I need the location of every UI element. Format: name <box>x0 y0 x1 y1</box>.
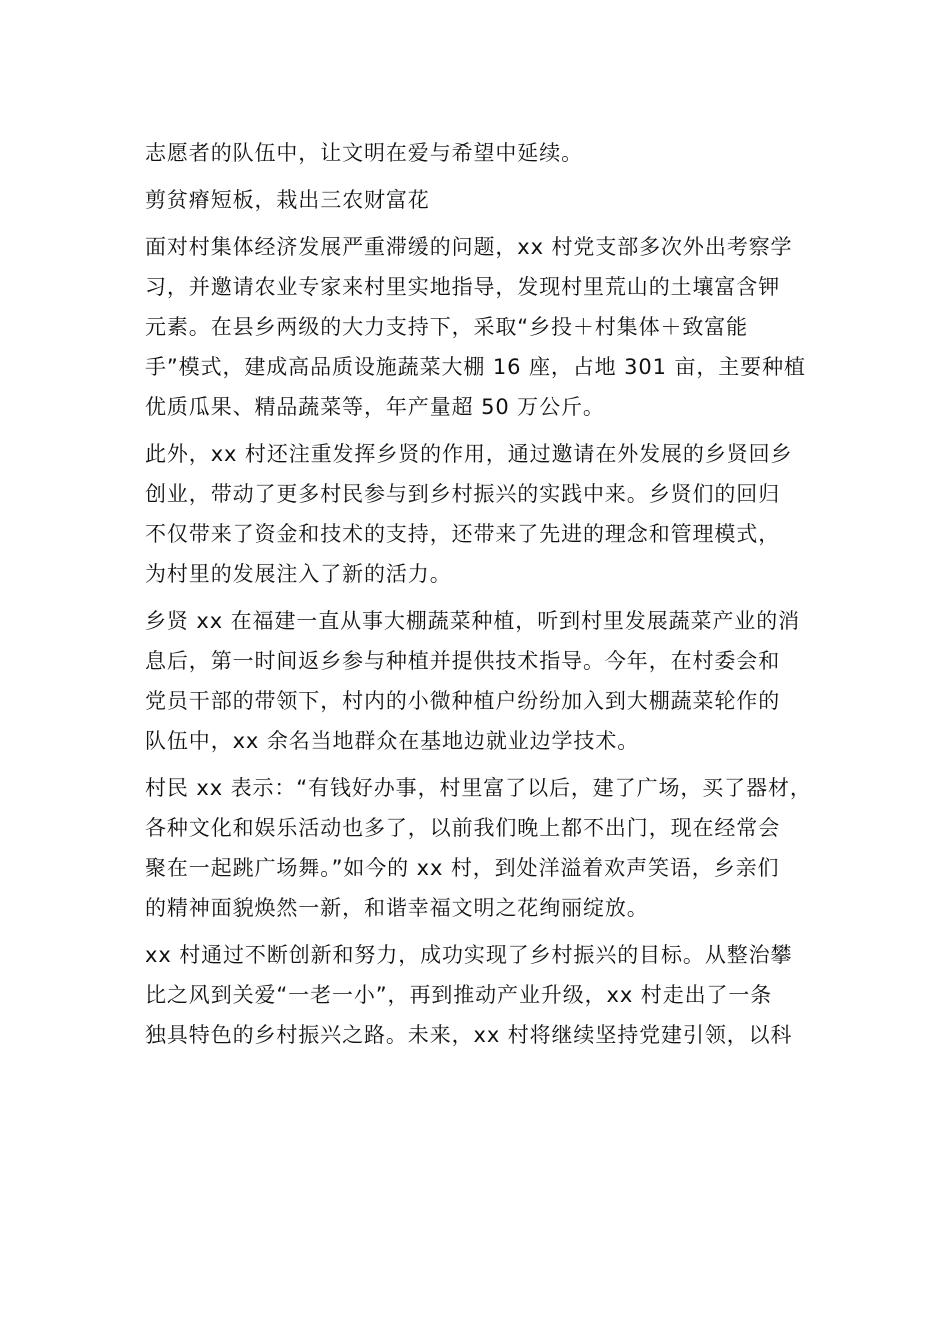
text-line: 为村里的发展注入了新的活力。 <box>145 562 452 586</box>
text-line: 创业，带动了更多村民参与到乡村振兴的实践中来。乡贤们的回归 <box>145 482 781 506</box>
section-heading <box>145 180 810 220</box>
text-line: 面对村集体经济发展严重滞缓的问题，xx 村党支部多次外出考察学 <box>145 235 793 259</box>
paragraph-spacer <box>145 220 810 227</box>
paragraph <box>145 601 810 761</box>
paragraph-spacer <box>145 594 810 601</box>
paragraph-spacer <box>145 427 810 434</box>
paragraph <box>145 935 810 1055</box>
document-body <box>145 133 810 1055</box>
text-line: 习，并邀请农业专家来村里实地指导，发现村里荒山的土壤富含钾 <box>145 275 781 299</box>
paragraph-spacer <box>145 173 810 180</box>
text-line: 手”模式，建成高品质设施蔬菜大棚 16 座，占地 301 亩，主要种植 <box>145 355 806 379</box>
text-line: xx 村通过不断创新和努力，成功实现了乡村振兴的目标。从整治攀 <box>145 943 793 967</box>
text-line: 的精神面貌焕然一新，和谐幸福文明之花绚丽绽放。 <box>145 896 649 920</box>
heading-line: 剪贫瘠短板，栽出三农财富花 <box>145 188 430 212</box>
text-line: 息后，第一时间返乡参与种植并提供技术指导。今年，在村委会和 <box>145 649 781 673</box>
paragraph <box>145 227 810 427</box>
paragraph-spacer <box>145 928 810 935</box>
paragraph <box>145 768 810 928</box>
text-line: 志愿者的队伍中，让文明在爱与希望中延续。 <box>145 141 583 165</box>
text-line: 各种文化和娱乐活动也多了，以前我们晚上都不出门，现在经常会 <box>145 816 781 840</box>
paragraph-continuation <box>145 133 810 173</box>
text-line: 比之风到关爱“一老一小”，再到推动产业升级，xx 村走出了一条 <box>145 983 773 1007</box>
text-line: 队伍中，xx 余名当地群众在基地边就业边学技术。 <box>145 729 640 753</box>
paragraph-spacer <box>145 761 810 768</box>
text-line: 独具特色的乡村振兴之路。未来，xx 村将继续坚持党建引领，以科 <box>145 1023 793 1047</box>
text-line: 不仅带来了资金和技术的支持，还带来了先进的理念和管理模式， <box>145 522 781 546</box>
text-line: 聚在一起跳广场舞。”如今的 xx 村，到处洋溢着欢声笑语，乡亲们 <box>145 856 780 880</box>
text-line: 村民 xx 表示：“有钱好办事，村里富了以后，建了广场，买了器材， <box>145 776 812 800</box>
text-line: 此外，xx 村还注重发挥乡贤的作用，通过邀请在外发展的乡贤回乡 <box>145 442 793 466</box>
text-line: 乡贤 xx 在福建一直从事大棚蔬菜种植，听到村里发展蔬菜产业的消 <box>145 609 801 633</box>
text-line: 元素。在县乡两级的大力支持下，采取“乡投＋村集体＋致富能 <box>145 315 749 339</box>
text-line: 优质瓜果、精品蔬菜等，年产量超 50 万公斤。 <box>145 395 605 419</box>
text-line: 党员干部的带领下，村内的小微种植户纷纷加入到大棚蔬菜轮作的 <box>145 689 781 713</box>
paragraph <box>145 434 810 594</box>
